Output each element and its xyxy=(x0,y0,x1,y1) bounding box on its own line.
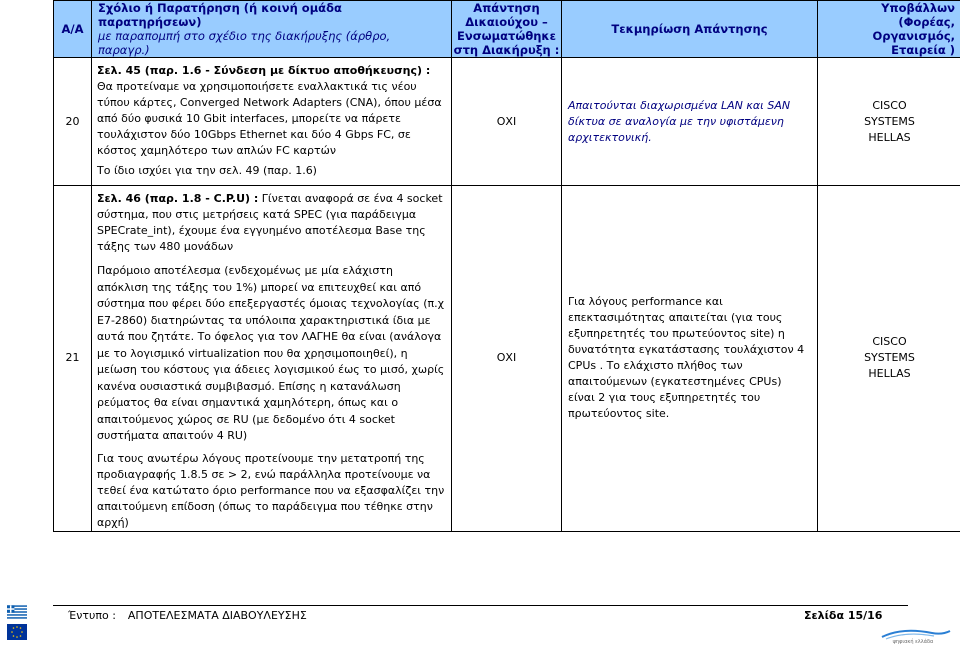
row-justification: Για λόγους performance και επεκτασιμότητας απαιτείται (για τους εξυπηρετητές του πρωτεύοντος site) η δυνατότητα εγκατάστασης τουλάχιστον 4 CPUs . Το ελάχιστο πλήθος των απαιτούμενων (εγκατεστημένες CPUs) είναι 2 για τους εξυπηρετητές του πρωτεύοντος site. xyxy=(562,186,818,532)
logo-caption: ψηφιακή ελλάδα xyxy=(892,639,934,645)
row-submitter xyxy=(818,186,960,532)
header-justification: Τεκμηρίωση Απάντησης xyxy=(562,1,818,58)
header-submitter xyxy=(818,1,960,58)
greek-flag-icon xyxy=(7,605,27,619)
row-submitter xyxy=(818,58,960,186)
table-row xyxy=(54,186,960,532)
consultation-results-table xyxy=(53,0,960,532)
row-justification: Απαιτούνται διαχωρισμένα LAN και SAN δίκτυα σε αναλογία με την υφιστάμενη αρχιτεκτονική. xyxy=(562,58,818,186)
row-comment xyxy=(92,58,452,186)
submitter-line: CISCO xyxy=(872,98,907,112)
header-answer-line2: Δικαιούχου – xyxy=(465,15,548,29)
table-row xyxy=(54,58,960,186)
submitter-line: HELLAS xyxy=(868,367,911,381)
header-answer-line3: Ενσωματώθηκε xyxy=(457,29,556,43)
submitter-line: HELLAS xyxy=(868,130,911,144)
comment-text: Θα προτείναμε να χρησιμοποιήσετε εναλλακτικά τις νέου τύπου κάρτες, Converged Network Adapters (CNA), όπου μέσα από δύο φυσικά 10 Gbit interfaces, μπορείτε να πάρετε τουλάχιστον δύο 10Gbps Ethernet και δύο 4 Gbps FC, σε κόστος χαμηλότερο των απλών FC καρτών xyxy=(97,80,442,157)
submitter-line: SYSTEMS xyxy=(864,351,915,365)
digital-greece-logo xyxy=(872,626,954,646)
header-answer-line1: Απάντηση xyxy=(473,1,540,15)
header-submitter-line4: Εταιρεία ) xyxy=(891,43,955,57)
eu-flag-icon xyxy=(7,624,27,640)
header-submitter-line3: Οργανισμός, xyxy=(872,29,955,43)
table-header-row xyxy=(54,1,960,58)
header-submitter-line1: Υποβάλλων xyxy=(881,1,955,15)
header-submitter-line2: (Φορέας, xyxy=(898,15,955,29)
comment-text: Γίνεται αναφορά σε ένα 4 socket σύστημα, που στις μετρήσεις κατά SPEC (για παράδειγμα SPECrate_int), έχουμε ένα εγγυημένο αποτέλεσμα Base της τάξης των 480 μονάδων xyxy=(97,192,443,253)
row-comment xyxy=(92,186,452,532)
comment-paragraph xyxy=(97,191,447,255)
row-number: 20 xyxy=(54,58,92,186)
comment-paragraph-3: Για τους ανωτέρω λόγους προτείνουμε την μετατροπή της προδιαγραφής 1.8.5 σε > 2, ενώ παράλληλα προτείνουμε να τεθεί ένα κατώτατο όριο performance που να εξασφαλίζει την απαιτούμενη επίδοση (όπως το παράδειγμα που τέθηκε στην αρχή) xyxy=(97,451,445,529)
comment-reference: Σελ. 46 (παρ. 1.8 - C.P.U) : xyxy=(97,192,259,205)
header-answer-line4: στη Διακήρυξη : xyxy=(453,43,560,57)
footer-form-label xyxy=(68,609,307,622)
footer-title: ΑΠΟΤΕΛΕΣΜΑΤΑ ΔΙΑΒΟΥΛΕΥΣΗΣ xyxy=(127,609,307,622)
submitter-line: SYSTEMS xyxy=(864,114,915,128)
footer-label: Έντυπο : xyxy=(68,609,116,622)
row-answer: ΟΧΙ xyxy=(452,186,562,532)
header-aa: Α/Α xyxy=(54,1,92,58)
header-comment-line1: Σχόλιο ή Παρατήρηση (ή κοινή ομάδα παρατηρήσεων) xyxy=(98,1,342,29)
header-comment-line2: με παραπομπή στο σχέδιο της διακήρυξης (άρθρο, παραγρ.) xyxy=(98,29,391,57)
comment-paragraph xyxy=(97,63,447,159)
footer-page-number: Σελίδα 15/16 xyxy=(804,609,883,622)
footer-divider xyxy=(53,605,908,606)
row-answer: ΟΧΙ xyxy=(452,58,562,186)
header-comment xyxy=(92,1,452,58)
comment-reference: Σελ. 45 (παρ. 1.6 - Σύνδεση με δίκτυο αποθήκευσης) : xyxy=(97,64,431,77)
comment-paragraph-2: Παρόμοιο αποτέλεσμα (ενδεχομένως με μία ελάχιστη απόκλιση της τάξης του 1%) μπορεί να επιτευχθεί και από σύστημα που φέρει δύο επεξεργαστές όμοιας τεχνολογίας (π.χ E7-2860) διατηρώντας τα υπόλοιπα χαρακτηριστικά ίδια με αυτά που ζητάτε. Το όφελος για τον ΛΑΓΗΕ θα είναι (ανάλογα με το λογισμικό virtualization που θα χρησιμοποιηθεί), η μείωση του κόστους για άδειες λογισμικού έως το μισό, χωρίς κανένα ουσιαστικά συμβιβασμό. Επίσης η κατανάλωση ρεύματος θα είναι σημαντικά χαμηλότερη, όπως και ο απαιτούμενος χώρος σε RU (με δεδομένο ότι 4 socket συστήματα απαιτούν 4 RU) xyxy=(97,264,445,442)
header-answer xyxy=(452,1,562,58)
row-number: 21 xyxy=(54,186,92,532)
comment-note: Το ίδιο ισχύει για την σελ. 49 (παρ. 1.6) xyxy=(97,164,317,177)
submitter-line: CISCO xyxy=(872,335,907,349)
